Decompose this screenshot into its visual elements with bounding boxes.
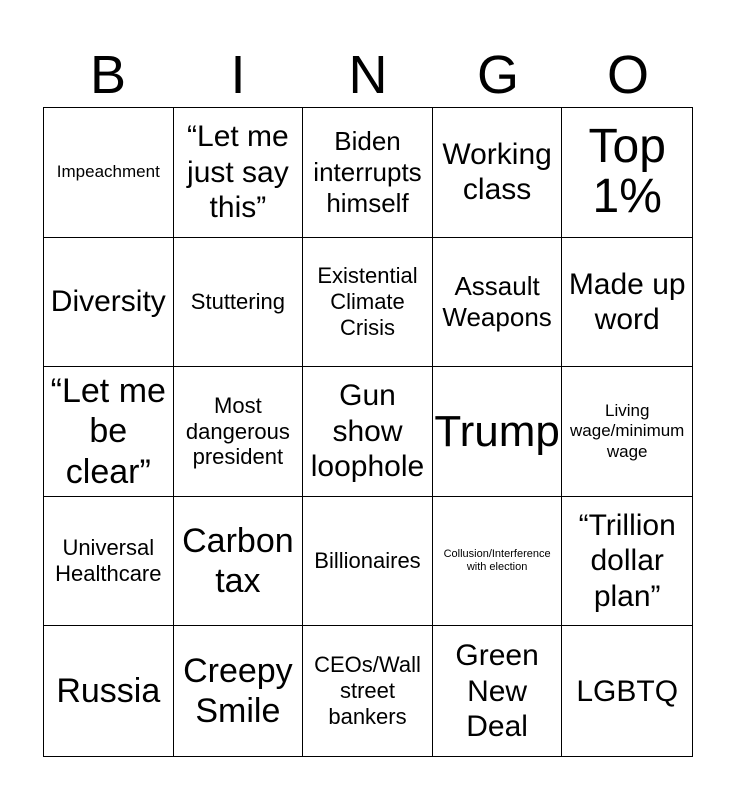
bingo-header (43, 44, 693, 106)
bingo-cell[interactable] (562, 238, 692, 368)
header-letter-g: G (476, 45, 519, 105)
cell-text: Working class (442, 137, 552, 207)
bingo-cell[interactable] (433, 238, 563, 368)
bingo-cell[interactable] (562, 626, 692, 756)
bingo-cell[interactable] (433, 367, 563, 497)
cell-text: Gun show loophole (310, 379, 425, 484)
cell-text: Collusion/Interference with election (443, 548, 551, 574)
bingo-cell[interactable] (174, 238, 304, 368)
cell-text: Stuttering (190, 288, 285, 314)
header-letter-i: I (230, 45, 246, 105)
cell-text: Green New Deal (455, 639, 539, 743)
bingo-cell[interactable] (433, 108, 563, 238)
bingo-cell[interactable] (44, 108, 174, 238)
cell-text: Creepy Smile (183, 652, 293, 731)
cell-text: Assault Weapons (442, 271, 552, 332)
cell-text: “Let me just say this” (187, 120, 289, 224)
bingo-cell[interactable] (303, 497, 433, 627)
bingo-cell[interactable] (44, 367, 174, 497)
header-letter-n: N (348, 45, 388, 105)
bingo-cell[interactable] (562, 108, 692, 238)
bingo-cell[interactable] (303, 238, 433, 368)
cell-text: “Trillion dollar plan” (578, 509, 676, 613)
bingo-cell[interactable] (44, 497, 174, 627)
cell-text: Biden interrupts himself (313, 126, 422, 218)
cell-text: Trump (434, 406, 560, 456)
bingo-cell[interactable] (303, 367, 433, 497)
cell-text: Diversity (50, 285, 166, 319)
bingo-cell[interactable] (174, 367, 304, 497)
cell-text: Carbon tax (182, 521, 294, 601)
cell-text: Russia (56, 672, 161, 711)
cell-text: CEOs/Wall street bankers (314, 652, 421, 730)
bingo-cell[interactable] (44, 626, 174, 756)
cell-text: Top 1% (588, 119, 666, 224)
cell-text: Living wage/minimum wage (570, 401, 685, 461)
bingo-cell[interactable] (562, 367, 692, 497)
cell-text: Most dangerous president (185, 392, 290, 470)
cell-text: Universal Healthcare (55, 535, 162, 587)
bingo-cell[interactable] (433, 497, 563, 627)
cell-text: Existential Climate Crisis (317, 262, 418, 340)
bingo-cell[interactable] (44, 238, 174, 368)
cell-text: Impeachment (56, 162, 160, 182)
bingo-cell[interactable] (174, 108, 304, 238)
bingo-cell[interactable] (433, 626, 563, 756)
bingo-cell[interactable] (303, 108, 433, 238)
bingo-board (43, 107, 693, 757)
bingo-cell[interactable] (174, 497, 304, 627)
cell-text: LGBTQ (576, 674, 679, 708)
cell-text: Made up word (568, 267, 686, 336)
header-letter-b: B (89, 45, 127, 105)
bingo-cell[interactable] (174, 626, 304, 756)
cell-text: Billionaires (314, 548, 421, 574)
bingo-cell[interactable] (562, 497, 692, 627)
cell-text: “Let me be clear” (50, 372, 166, 491)
header-letter-o: O (606, 45, 649, 105)
bingo-cell[interactable] (303, 626, 433, 756)
